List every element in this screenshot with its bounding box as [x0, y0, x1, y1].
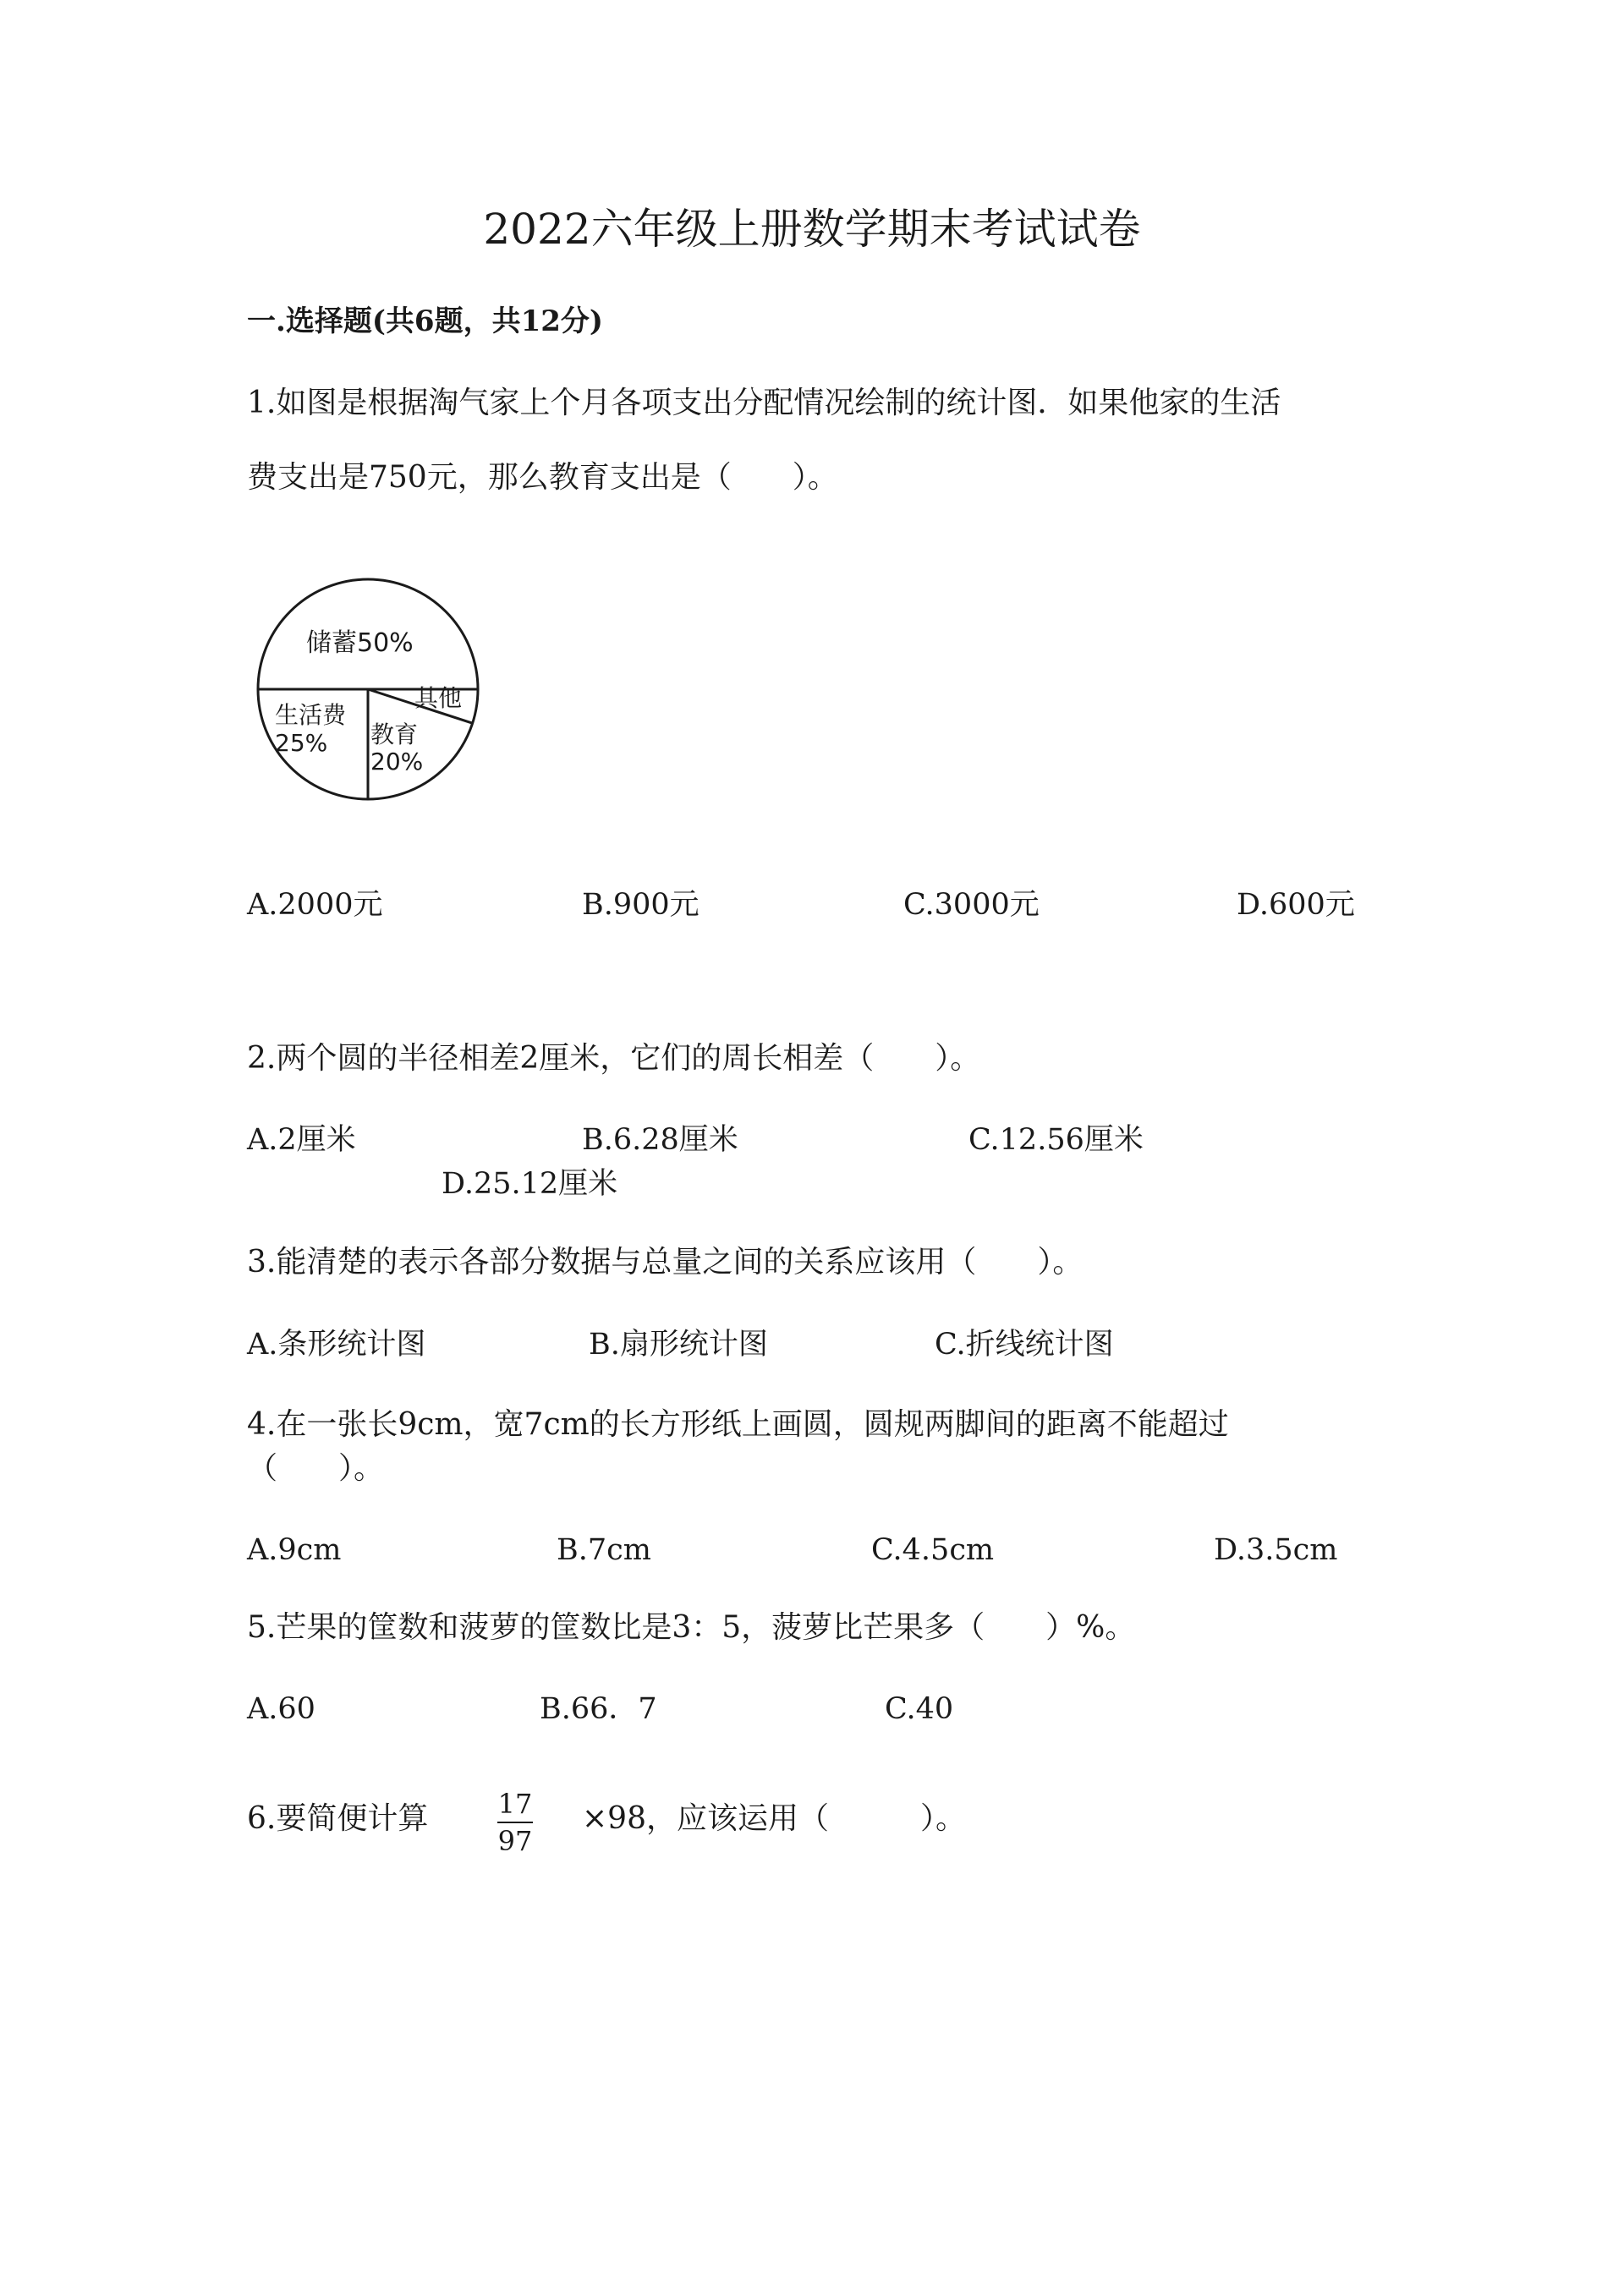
question-1-line-2: 费支出是750元，那么教育支出是（ ）。 — [247, 460, 838, 495]
label-education: 教育 — [370, 721, 419, 748]
question-4-line-2: （ ）。 — [247, 1451, 385, 1486]
q2-option-b: B.6.28厘米 — [582, 1123, 738, 1157]
q2-option-c: C.12.56厘米 — [968, 1123, 1144, 1157]
q4-option-a: A.9cm — [247, 1533, 342, 1567]
q4-option-b: B.7cm — [557, 1533, 651, 1567]
q4-option-c: C.4.5cm — [871, 1533, 995, 1567]
q3-option-a: A.条形统计图 — [247, 1328, 426, 1362]
section-heading: 一.选择题(共6题，共12分) — [247, 304, 603, 338]
question-5: 5.芒果的筐数和菠萝的筐数比是3：5，菠萝比芒果多（ ）%。 — [247, 1610, 1136, 1645]
q5-option-c: C.40 — [885, 1692, 954, 1726]
label-living: 生活费 — [275, 701, 347, 729]
label-education-percent: 20% — [370, 748, 424, 775]
q3-option-b: B.扇形统计图 — [589, 1328, 768, 1362]
question-6-suffix: ×98，应该运用（ ）。 — [582, 1801, 966, 1836]
pie-chart — [245, 567, 491, 812]
question-1-line-1: 1.如图是根据淘气家上个月各项支出分配情况绘制的统计图．如果他家的生活 — [247, 386, 1281, 420]
fraction-bar — [497, 1822, 533, 1823]
page-title: 2022六年级上册数学期末考试试卷 — [483, 205, 1141, 254]
fraction-numerator: 17 — [497, 1788, 533, 1820]
label-living-percent: 25% — [275, 729, 328, 757]
fraction-denominator: 97 — [497, 1825, 533, 1857]
question-6-prefix: 6.要简便计算 — [247, 1801, 429, 1836]
q2-option-a: A.2厘米 — [247, 1123, 356, 1157]
q1-option-d: D.600元 — [1237, 888, 1355, 922]
fraction — [492, 1788, 538, 1857]
label-savings: 储蓄50% — [306, 628, 414, 658]
q3-option-c: C.折线统计图 — [935, 1328, 1114, 1362]
question-2: 2.两个圆的半径相差2厘米，它们的周长相差（ ）。 — [247, 1041, 981, 1076]
q1-option-a: A.2000元 — [247, 888, 383, 922]
question-4-line-1: 4.在一张长9cm，宽7cm的长方形纸上画圆，圆规两脚间的距离不能超过 — [247, 1407, 1229, 1442]
q5-option-a: A.60 — [247, 1692, 315, 1726]
question-3: 3.能清楚的表示各部分数据与总量之间的关系应该用（ ）。 — [247, 1245, 1084, 1280]
q4-option-d: D.3.5cm — [1214, 1533, 1338, 1567]
q1-option-b: B.900元 — [582, 888, 700, 922]
label-other: 其他 — [414, 684, 463, 712]
q2-option-d: D.25.12厘米 — [442, 1167, 618, 1201]
q1-option-c: C.3000元 — [903, 888, 1040, 922]
q5-option-b: B.66．7 — [540, 1692, 657, 1726]
